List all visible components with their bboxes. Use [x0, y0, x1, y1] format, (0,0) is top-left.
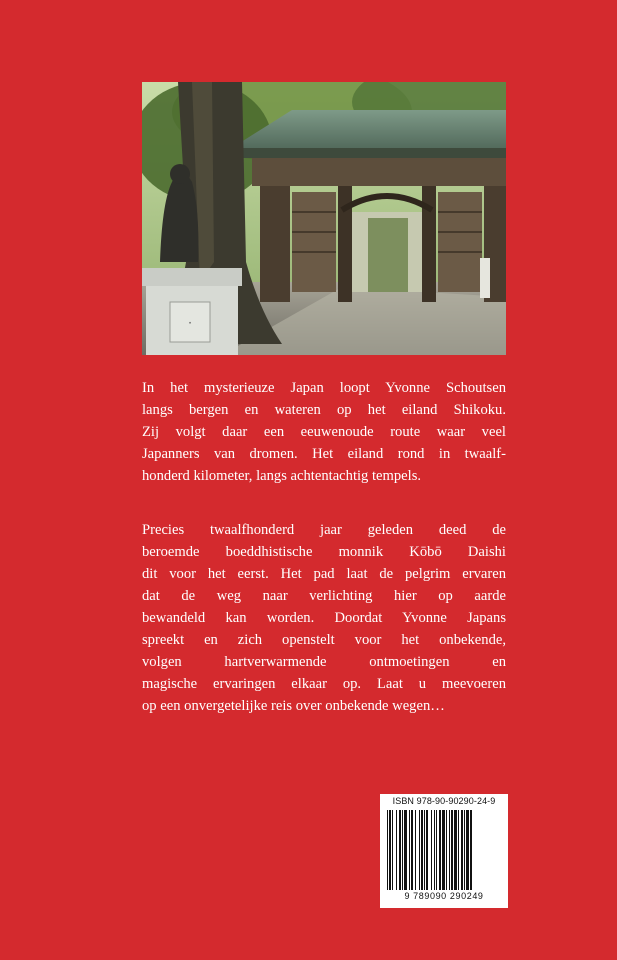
temple-gate-photo	[142, 82, 506, 355]
blurb-line: Zij volgt daar een eeuwenoude route waar veel	[142, 424, 506, 440]
blurb-line: volgen hartverwarmende ontmoetingen en	[142, 654, 506, 670]
blurb-line: magische ervaringen elkaar op. Laat u meevoeren	[142, 676, 506, 692]
blurb-line: dit voor het eerst. Het pad laat de pelgrim ervaren	[142, 566, 506, 582]
barcode-icon	[386, 810, 502, 890]
svg-text:·: ·	[188, 316, 192, 330]
blurb-line: In het mysterieuze Japan loopt Yvonne Schoutsen	[142, 380, 506, 396]
blurb-line: bewandeld kan worden. Doordat Yvonne Japans	[142, 610, 506, 626]
isbn-label: ISBN 978-90-90290-24-9	[392, 796, 496, 806]
barcode-digits: 9 789090 290249	[404, 891, 484, 901]
blurb-line: dat de weg naar verlichting hier op aarde	[142, 588, 506, 604]
blurb-line: langs bergen en wateren op het eiland Shikoku.	[142, 402, 506, 418]
blurb-paragraph-1	[142, 377, 506, 487]
blurb-line: Japanners van dromen. Het eiland rond in twaalf-	[142, 446, 506, 462]
isbn-barcode	[380, 794, 508, 908]
blurb-line: Precies twaalfhonderd jaar geleden deed de	[142, 522, 506, 538]
blurb-line: op een onvergetelijke reis over onbekende wegen…	[142, 698, 445, 714]
blurb-line: beroemde boeddhistische monnik Kōbō Daishi	[142, 544, 506, 560]
blurb-line: spreekt en zich openstelt voor het onbekende,	[142, 632, 506, 648]
blurb-paragraph-2	[142, 519, 506, 717]
blurb-line: honderd kilometer, langs achtentachtig tempels.	[142, 468, 422, 484]
